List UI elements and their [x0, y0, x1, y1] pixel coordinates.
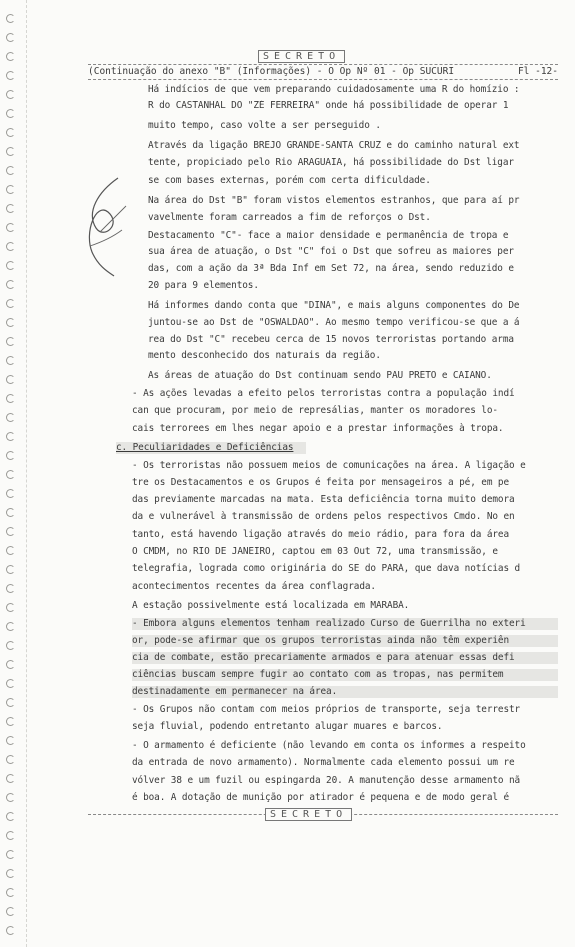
text-line: das previamente marcadas na mata. Esta deficiência torna muito demora: [132, 494, 515, 505]
text-line: da entrada de novo armamento). Normalmente cada elemento possui um re: [132, 757, 515, 768]
text-line: Através da ligação BREJO GRANDE-SANTA CRUZ e do caminho natural ext: [148, 140, 520, 151]
binding-hole: [6, 470, 15, 479]
text-line: vólver 38 e um fuzil ou espingarda 20. A manutenção desse armamento nã: [132, 775, 521, 786]
text-line: cia de combate, estão precariamente armados e para atenuar essas defi: [132, 652, 558, 664]
binding-hole: [6, 831, 15, 840]
text-line: Há informes dando conta que "DINA", e mais alguns componentes do De: [148, 300, 520, 311]
text-line: das, com a ação da 3ª Bda Inf em Set 72, na área, sendo reduzido e: [148, 263, 514, 274]
binding-hole: [6, 337, 15, 346]
binding-hole: [6, 565, 15, 574]
text-line: muito tempo, caso volte a ser perseguido .: [148, 120, 381, 131]
text-line: - Os terroristas não possuem meios de comunicações na área. A ligação e: [132, 460, 526, 471]
binding-hole: [6, 698, 15, 707]
binding-hole: [6, 33, 15, 42]
text-line: acontecimentos recentes da área conflagrada.: [132, 581, 376, 592]
binding-hole: [6, 128, 15, 137]
page-number: Fl -12-: [517, 66, 558, 77]
binding-hole: [6, 926, 15, 935]
text-line: - Embora alguns elementos tenham realizado Curso de Guerrilha no exteri: [132, 618, 558, 630]
text-line: O CMDM, no RIO DE JANEIRO, captou em 03 Out 72, uma transmissão, e: [132, 546, 498, 557]
header-reference: (Continuação do anexo "B" (Informações) - O Op Nº 01 - Op SUCURI: [88, 66, 455, 77]
binding-hole: [6, 508, 15, 517]
binding-hole: [6, 109, 15, 118]
text-line: ciências buscam sempre fugir ao contato com as tropas, nas permitem: [132, 669, 558, 681]
binding-hole: [6, 717, 15, 726]
text-line: or, pode-se afirmar que os grupos terroristas ainda não têm experiên: [132, 635, 558, 647]
text-line: é boa. A dotação de munição por atirador é pequena e de modo geral é: [132, 792, 510, 803]
binding-hole: [6, 318, 15, 327]
binding-hole: [6, 204, 15, 213]
binding-hole: [6, 52, 15, 61]
text-line: tre os Destacamentos e os Grupos é feita por mensageiros a pé, em pe: [132, 477, 510, 488]
binding-hole: [6, 603, 15, 612]
text-line: tente, propiciado pelo Rio ARAGUAIA, há possibilidade do Dst ligar: [148, 157, 514, 168]
binding-hole: [6, 660, 15, 669]
binding-hole: [6, 185, 15, 194]
binding-hole: [6, 812, 15, 821]
text-line: As áreas de atuação do Dst continuam sendo PAU PRETO e CAIANO.: [148, 370, 492, 381]
binding-hole: [6, 736, 15, 745]
binding-hole: [6, 622, 15, 631]
text-line: telegrafia, lograda como originária do SE do PARÁ, que dava notícias d: [132, 563, 521, 574]
text-line: seja fluvial, podendo entretanto alugar muares e barcos.: [132, 721, 443, 732]
page-header: [88, 64, 558, 80]
text-line: - As ações levadas a efeito pelos terroristas contra a população indí: [132, 388, 515, 399]
binding-hole: [6, 888, 15, 897]
binding-hole: [6, 223, 15, 232]
binding-hole: [6, 166, 15, 175]
binding-hole: [6, 869, 15, 878]
binding-hole: [6, 546, 15, 555]
text-line: Na área do Dst "B" foram vistos elementos estranhos, que para aí pr: [148, 195, 520, 206]
binding-hole: [6, 147, 15, 156]
binding-hole: [6, 261, 15, 270]
text-line: da e vulnerável à transmissão de ordens pelos respectivos Cmdo. No en: [132, 511, 515, 522]
text-line: juntou-se ao Dst de "OSWALDÃO". Ao mesmo tempo verificou-se que a á: [148, 317, 520, 328]
binding-hole: [6, 299, 15, 308]
text-line: rea do Dst "C" recebeu cerca de 15 novos terroristas portando arma: [148, 334, 514, 345]
text-line: R do CASTANHAL DO "ZÉ FERREIRA" onde há possibilidade de operar 1: [148, 100, 509, 111]
binding-hole: [6, 242, 15, 251]
text-line: mento desconhecido dos naturais da região.: [148, 350, 381, 361]
binding-hole: [6, 356, 15, 365]
stamp-bottom: SECRETO: [265, 808, 352, 821]
text-line: 20 para 9 elementos.: [148, 280, 259, 291]
text-line: cais terrorees em lhes negar apoio e a prestar informações à tropa.: [132, 423, 504, 434]
binding-margin: [0, 0, 27, 947]
text-line: A estação possivelmente está localizada em MARABÁ.: [132, 600, 410, 611]
text-line: can que procuram, por meio de represálias, manter os moradores lo-: [132, 405, 498, 416]
binding-hole: [6, 679, 15, 688]
text-line: tanto, está havendo ligação através do meio rádio, para fora da área: [132, 529, 510, 540]
binding-hole: [6, 413, 15, 422]
binding-hole: [6, 280, 15, 289]
stamp-top: SECRETO: [258, 50, 345, 63]
binding-hole: [6, 90, 15, 99]
binding-hole: [6, 584, 15, 593]
text-line: Há indícios de que vem preparando cuidadosamente uma R do homízio :: [148, 84, 520, 95]
binding-hole: [6, 451, 15, 460]
section-heading: c. Peculiaridades e Deficiências: [116, 442, 306, 454]
binding-hole: [6, 394, 15, 403]
binding-hole: [6, 793, 15, 802]
binding-hole: [6, 641, 15, 650]
binding-hole: [6, 907, 15, 916]
binding-hole: [6, 71, 15, 80]
binding-hole: [6, 375, 15, 384]
text-line: se com bases externas, porém com certa dificuldade.: [148, 175, 431, 186]
text-line: sua área de atuação, o Dst "C" foi o Dst que sofreu as maiores per: [148, 246, 514, 257]
text-line: destinadamente em permanecer na área.: [132, 686, 558, 698]
binding-hole: [6, 489, 15, 498]
binding-hole: [6, 14, 15, 23]
text-line: - O armamento é deficiente (não levando em conta os informes a respeito: [132, 740, 526, 751]
binding-hole: [6, 432, 15, 441]
text-line: vavelmente foram carreados a fim de reforços o Dst.: [148, 212, 431, 223]
text-line: Destacamento "C"- face a maior densidade e permanência de tropa e: [148, 230, 509, 241]
binding-hole: [6, 527, 15, 536]
binding-hole: [6, 755, 15, 764]
binding-hole: [6, 774, 15, 783]
handwritten-signature: [78, 172, 138, 282]
text-line: - Os Grupos não contam com meios próprios de transporte, seja terrestr: [132, 704, 521, 715]
binding-hole: [6, 850, 15, 859]
